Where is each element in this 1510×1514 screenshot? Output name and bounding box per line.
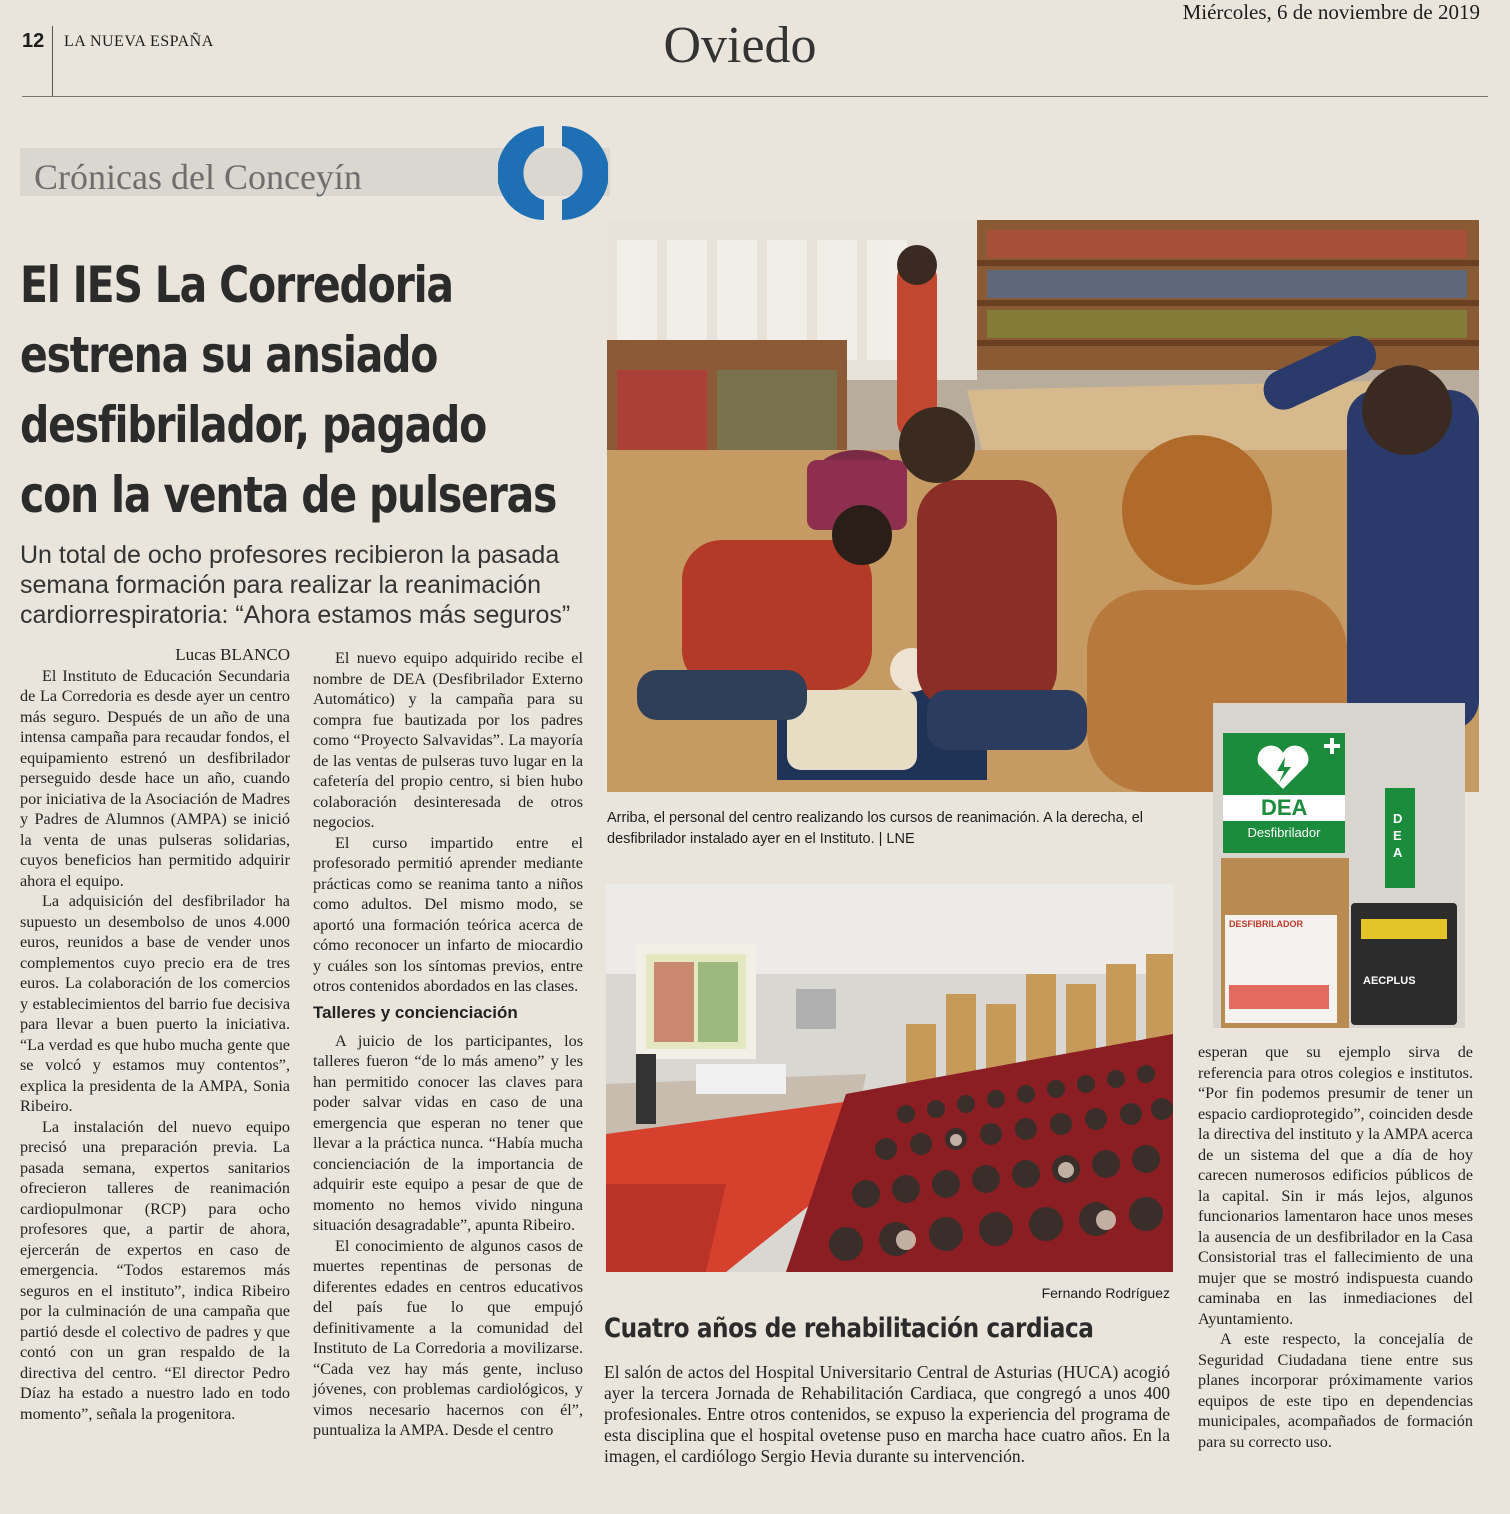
plus-icon bbox=[1323, 737, 1341, 755]
article-deck: Un total de ocho profesores recibieron la pasada semana formación para realizar la reanimación cardiorrespiratoria: “Ahora estamos más seguros” bbox=[20, 541, 571, 629]
issue-date: Miércoles, 6 de noviembre de 2019 bbox=[1182, 0, 1480, 24]
paragraph: A este respecto, la concejalía de Seguridad Ciudadana tiene entre sus planes incorporar próximamente varios equipos de este tipo en dependencias municipales, acompañados de formación para su correcto uso. bbox=[1198, 1330, 1473, 1451]
paragraph: El nuevo equipo adquirido recibe el nombre de DEA (Desfibrilador Externo Automático) y la campaña para su compra fue bautizada por los padres como “Proyecto Salvavidas”. La mayoría de las ventas de pulseras tuvo lugar en la cafetería del propio centro, si bien hubo colaboración desinteresada de otros negocios. bbox=[313, 649, 583, 831]
section-title: Crónicas del Conceyín bbox=[34, 157, 362, 197]
dea-label: DEA bbox=[1261, 795, 1308, 820]
dea-vertical-label: DEA bbox=[1393, 811, 1403, 860]
dea-sign bbox=[1223, 733, 1345, 853]
article-headline bbox=[20, 250, 610, 530]
defibrillator-photo bbox=[1213, 703, 1465, 1028]
paragraph: El Instituto de Educación Secundaria de La Corredoria es desde ayer un centro más seguro. Después de un año de una intensa campaña para recaudar fondos, el equipamiento estrenó un desfibrilador perseguido desde hace un año, cuando por iniciativa de la Asociación de Madres y Padres de Alumnos (AMPA) se inició la venta de unas pulseras solidarias, cuyos beneficios han permitido adquirir ahora el equipo. bbox=[20, 666, 290, 890]
section-city: Oviedo bbox=[663, 17, 817, 74]
poster-title: DESFIBRILADOR bbox=[1229, 919, 1303, 929]
headline-line: desfibrilador, pagado bbox=[20, 396, 487, 454]
second-story-body bbox=[604, 1362, 1170, 1467]
parenthesis-logo-icon bbox=[498, 118, 608, 228]
auditorium-photo bbox=[606, 884, 1173, 1272]
byline: Lucas BLANCO bbox=[175, 645, 290, 664]
paragraph: El curso impartido entre el profesorado permitió aprender mediante prácticas como se reanima tanto a niños como adultos. Del mismo modo, se aportó una formación teórica acerca de cómo reconocer un infarto de miocardio y cuáles son los síntomas previos, entre otros contenidos abordados en las clases. bbox=[313, 833, 583, 995]
article-column-1 bbox=[20, 645, 290, 1424]
defibrillator-cabinet bbox=[1351, 903, 1457, 1025]
device-brand: AECPLUS bbox=[1363, 975, 1416, 987]
auditorium-scene-icon bbox=[606, 884, 1173, 1272]
headline-line: con la venta de pulseras bbox=[20, 466, 557, 524]
dea-poster bbox=[1225, 915, 1337, 1023]
heart-lightning-icon bbox=[1253, 743, 1313, 793]
header-divider bbox=[52, 26, 53, 96]
photo-credit: Fernando Rodríguez bbox=[1041, 1285, 1170, 1301]
paragraph: A juicio de los participantes, los talleres fueron “de lo más ameno” y les han permitido conocer las claves para poder salvar vidas en caso de una emergencia que esperan no tener que llevar a la práctica nunca. “Había mucha concienciación de la importancia de adquirir este equipo a pesar de que de momento no hemos vivido ninguna situación desagradable”, apunta Ribeiro. bbox=[313, 1031, 583, 1234]
subheading: Talleres y concienciación bbox=[313, 1002, 518, 1022]
article-column-2 bbox=[313, 648, 583, 1441]
dea-vertical-sign bbox=[1385, 788, 1415, 888]
second-story-headline: Cuatro años de rehabilitación cardiaca bbox=[604, 1313, 1094, 1344]
paragraph: La adquisición del desfibrilador ha supuesto un desembolso de unos 4.000 euros, reunidos a base de vender unos complementos cuyo precio era de tres euros. La colaboración de los comercios y establecimientos del barrio fue decisiva para llevar a buen puerto la iniciativa. “La verdad es que hubo mucha gente que se volcó y estamos muy contentos”, explica la presidenta de la AMPA, Sonia Ribeiro. bbox=[20, 892, 290, 1115]
photo-caption: Arriba, el personal del centro realizando los cursos de reanimación. A la derecha, el desfibrilador instalado ayer en el Instituto. | LNE bbox=[607, 810, 1143, 847]
article-column-3 bbox=[1198, 1042, 1473, 1452]
page-number: 12 bbox=[22, 30, 45, 52]
paragraph: El conocimiento de algunos casos de muertes repentinas de personas de diferentes edades en centros educativos del país fue lo que empujó definitivamente a la comunidad del Instituto de La Corredoria a movilizarse. “Cada vez hay más gente, incluso jóvenes, con problemas cardiológicos, y vimos necesario hacernos con él”, puntualiza la AMPA. Desde el centro bbox=[313, 1236, 583, 1439]
header-rule bbox=[22, 96, 1488, 97]
paragraph: La instalación del nuevo equipo precisó una preparación previa. La pasada semana, expertos sanitarios ofrecieron talleres de reanimación cardiopulmonar (RCP) para ocho profesores que, a partir de ahora, ejercerán de expertos en caso de emergencia. “Todos estaremos más seguros en el instituto”, indica Ribeiro por la culminación de una campaña que partió desde el colectivo de padres y que contó con un gran respaldo de la directiva del centro. “El director Pedro Díaz ha estado a nuestro lado en todo momento”, señala la progenitora. bbox=[20, 1117, 290, 1423]
dea-sublabel: Desfibrilador bbox=[1247, 825, 1321, 840]
paragraph: esperan que su ejemplo sirva de referencia para otros colegios e institutos. “Por fin podemos presumir de tener un espacio cardioprotegido”, coinciden desde la directiva del instituto y la AMPA acerca de un sistema del que a día de hoy carecen numerosos edificios públicos de la capital. Sin ir más lejos, algunos funcionarios lamentaron hace unos meses la ausencia de un desfibrilador en la Casa Consistorial tras el fallecimiento de una mujer que se mostró indispuesta cuando caminaba en las inmediaciones del Ayuntamiento. bbox=[1198, 1043, 1473, 1328]
headline-line: estrena su ansiado bbox=[20, 326, 438, 384]
headline-line: El IES La Corredoria bbox=[20, 256, 453, 314]
paragraph: El salón de actos del Hospital Universitario Central de Asturias (HUCA) acogió ayer la tercera Jornada de Rehabilitación Cardiaca, que congregó a unos 400 profesionales. Entre otros contenidos, se expuso la experiencia del programa de esta disciplina que el hospital ovetense puso en marcha hace cuatro años. En la imagen, el cardiólogo Sergio Hevia durante su intervención. bbox=[604, 1362, 1170, 1466]
newspaper-name: LA NUEVA ESPAÑA bbox=[64, 33, 214, 50]
